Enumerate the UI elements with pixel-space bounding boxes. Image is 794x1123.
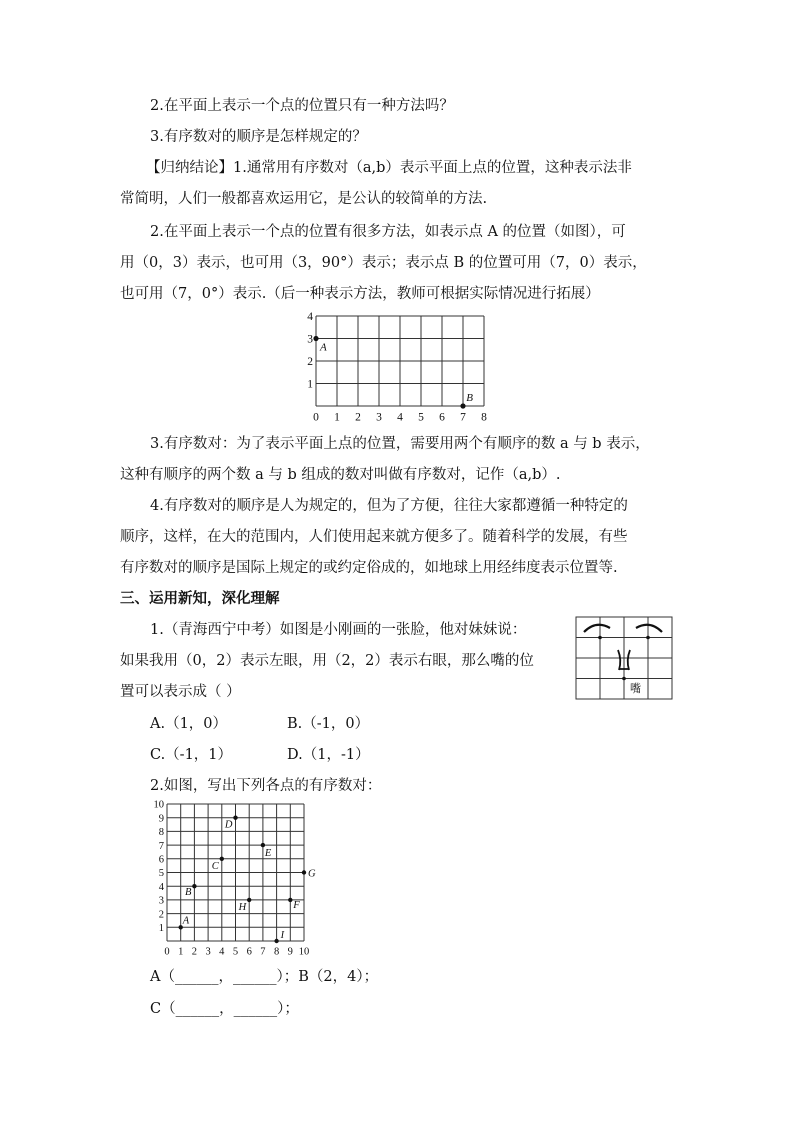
point-h (247, 898, 251, 902)
summary-line-3a: 3.有序数对：为了表示平面上点的位置，需要用两个有顺序的数 a 与 b 表示， (150, 436, 650, 452)
y-tick-label: 8 (158, 827, 164, 839)
point-b (192, 884, 196, 888)
x-tick-label: 2 (191, 946, 198, 958)
y-tick-label: 4 (307, 311, 313, 324)
x-tick-label: 4 (219, 946, 225, 958)
x-tick-label: 6 (439, 411, 445, 424)
x-tick-label: 1 (334, 411, 340, 424)
summary-line-2b: 用（0，3）表示，也可用（3，90°）表示；表示点 B 的位置可用（7，0）表示， (120, 255, 647, 271)
x-tick-label: 10 (298, 946, 310, 958)
face-figure (574, 614, 676, 702)
point-label-b: B (466, 392, 473, 404)
x-tick-label: 5 (418, 411, 424, 424)
x-tick-label: 9 (287, 946, 293, 958)
point-label-g: G (308, 868, 316, 880)
x-tick-label: 0 (164, 946, 170, 958)
y-tick-label: 4 (158, 881, 164, 893)
y-tick-label: 2 (307, 356, 313, 369)
graph-grid-2 (140, 800, 330, 960)
point-label-a: A (182, 915, 190, 927)
option-d: D.（1，-1） (287, 747, 370, 763)
option-c: C.（-1，1） (150, 747, 233, 763)
y-tick-label: 7 (158, 840, 164, 852)
x-tick-label: 0 (313, 411, 319, 424)
summary-line-1a (146, 158, 632, 178)
answer-line-2: C（______，______）； (150, 1001, 299, 1017)
x-tick-label: 8 (273, 946, 280, 958)
right-eye-dot (646, 636, 650, 640)
answer-line-1: A（______，______）；B（2，4）； (150, 969, 379, 985)
point-g (302, 870, 306, 874)
point-label-f: F (293, 899, 300, 911)
summary-line-3b: 这种有顺序的两个数 a 与 b 组成的数对叫做有序数对，记作（a,b）. (120, 467, 561, 483)
summary-label: 【归纳结论】 (146, 160, 233, 176)
y-tick-label: 5 (158, 868, 164, 880)
y-tick-label: 10 (153, 800, 164, 811)
summary-line-4a: 4.有序数对的顺序是人为规定的，但为了方便，往往大家都遵循一种特定的 (150, 498, 628, 514)
point-label-b: B (184, 887, 192, 899)
x-tick-label: 3 (205, 946, 211, 958)
summary-line-4b: 顺序，这样，在大的范围内，人们使用起来就方便多了。随着科学的发展，有些 (120, 529, 628, 545)
graph-grid-1 (300, 308, 500, 428)
x-tick-label: 6 (246, 946, 252, 958)
x-tick-label: 1 (178, 946, 184, 958)
point-label-e: E (264, 848, 272, 860)
left-eye-dot (598, 636, 602, 640)
x-tick-label: 4 (397, 411, 403, 424)
summary-line-4c: 有序数对的顺序是国际上规定的或约定俗成的，如地球上用经纬度表示位置等. (120, 560, 618, 576)
y-tick-label: 9 (158, 813, 164, 825)
question-3: 3.有序数对的顺序是怎样规定的？ (150, 129, 367, 145)
option-a: A.（1，0） (150, 716, 228, 732)
section-3-heading: 三、运用新知，深化理解 (120, 591, 280, 607)
left-eyebrow (584, 625, 610, 632)
exercise-2: 2.如图，写出下列各点的有序数对： (150, 778, 382, 794)
exercise-1-line-c: 置可以表示成（ ） (120, 684, 241, 700)
x-tick-label: 5 (232, 946, 239, 958)
point-b (460, 403, 465, 408)
summary-line-1b: 常简明，人们一般都喜欢运用它，是公认的较简单的方法. (120, 191, 488, 207)
exercise-1-line-a: 1.（青海西宁中考）如图是小刚画的一张脸，他对妹妹说： (150, 622, 527, 638)
y-tick-label: 1 (158, 922, 164, 934)
point-label-c: C (211, 860, 219, 872)
point-e (261, 843, 265, 847)
x-tick-label: 7 (460, 411, 466, 424)
point-i (274, 939, 278, 943)
y-tick-label: 2 (158, 909, 164, 921)
point-label-d: D (224, 819, 233, 831)
y-tick-label: 3 (158, 895, 164, 907)
point-d (233, 816, 237, 820)
y-tick-label: 6 (158, 854, 164, 866)
x-tick-label: 3 (376, 411, 382, 424)
x-tick-label: 8 (481, 411, 487, 424)
right-eyebrow (636, 625, 662, 632)
summary-line-2a: 2.在平面上表示一个点的位置有很多方法，如表示点 A 的位置（如图），可 (150, 224, 626, 240)
y-tick-label: 1 (307, 378, 313, 391)
mouth-label: 嘴 (630, 683, 641, 695)
point-label-a: A (320, 341, 327, 354)
mouth-dot (622, 677, 626, 681)
point-a (313, 336, 318, 341)
exercise-1-line-b: 如果我用（0，2）表示左眼，用（2，2）表示右眼，那么嘴的位 (120, 653, 534, 669)
point-label-i: I (280, 930, 285, 941)
option-b: B.（-1，0） (287, 716, 370, 732)
x-tick-label: 2 (355, 411, 361, 424)
point-f (288, 898, 292, 902)
point-c (220, 857, 224, 861)
question-2: 2.在平面上表示一个点的位置只有一种方法吗？ (150, 98, 454, 114)
y-tick-label: 3 (307, 333, 313, 346)
summary-line-2c: 也可用（7，0°）表示.（后一种表示方法，教师可根据实际情况进行拓展） (120, 286, 600, 302)
point-label-h: H (238, 901, 247, 913)
summary-1a-text: 1.通常用有序数对（a,b）表示平面上点的位置，这种表示法非 (233, 160, 632, 176)
x-tick-label: 7 (260, 946, 266, 958)
